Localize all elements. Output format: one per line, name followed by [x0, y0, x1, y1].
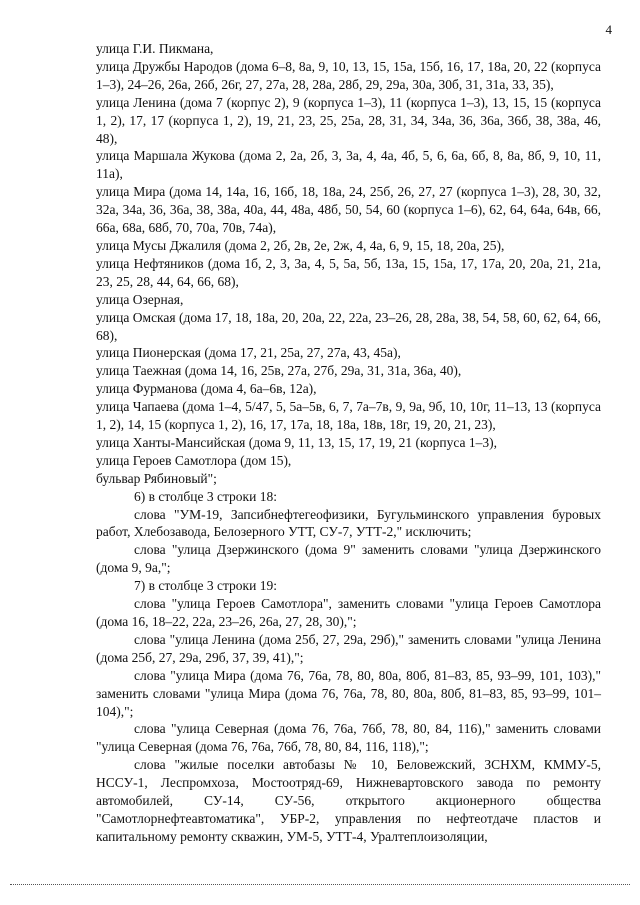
paragraph: улица Мусы Джалиля (дома 2, 2б, 2в, 2е, 2ж, 4, 4а, 6, 9, 15, 18, 20а, 25),	[96, 237, 505, 253]
paragraph: 7) в столбце 3 строки 19:	[134, 578, 277, 594]
paragraph: улица Чапаева (дома 1–4, 5/47, 5, 5а–5в, 6, 7, 7а–7в, 9, 9а, 9б, 10, 10г, 11–13, 13 (корпуса 1, 2), 14, 15 (корпуса 1, 2), 16, 17, 17а, 18, 18а, 18в, 18г, 19, 20, 21, 23),	[96, 399, 601, 433]
paragraph: слова "улица Северная (дома 76, 76а, 76б, 78, 80, 84, 116)," заменить словами "улица Северная (дома 76, 76а, 76б, 78, 80, 84, 116, 118),";	[96, 721, 601, 755]
paragraph: улица Героев Самотлора (дом 15),	[96, 452, 292, 468]
paragraph: слова "УМ-19, Запсибнефтегеофизики, Бугульминского управления буровых работ, Хлебозавода, Белозерного УТТ, СУ-7, УТТ-2," исключить;	[96, 506, 601, 540]
paragraph: 6) в столбце 3 строки 18:	[134, 488, 277, 504]
paragraph: улица Фурманова (дома 4, 6а–6в, 12а),	[96, 381, 317, 397]
paragraph: улица Ленина (дома 7 (корпус 2), 9 (корпуса 1–3), 11 (корпуса 1–3), 13, 15, 15 (корпуса 1, 2), 17, 17 (корпуса 1, 2), 19, 21, 23, 25, 25а, 28, 31, 34, 34а, 36, 36а, 36б, 38, 38а, 46, 48),	[96, 94, 601, 146]
paragraph: улица Омская (дома 17, 18, 18а, 20, 20а, 22, 22а, 23–26, 28, 28а, 38, 54, 58, 60, 62, 64, 66, 68),	[96, 309, 601, 343]
document-body	[96, 40, 601, 846]
paragraph: улица Озерная,	[96, 291, 184, 307]
paragraph: улица Мира (дома 14, 14а, 16, 16б, 18, 18а, 24, 25б, 26, 27, 27 (корпуса 1–3), 28, 30, 32, 32а, 34а, 36, 36а, 38, 38а, 40а, 44, 48а, 48б, 50, 54, 60 (корпуса 1–6), 62, 64, 64а, 64в, 66, 66а, 68а, 68б, 70, 70а, 70в, 74а),	[96, 184, 601, 236]
paragraph: улица Таежная (дома 14, 16, 25в, 27а, 27б, 29а, 31, 31а, 36а, 40),	[96, 363, 462, 379]
paragraph: слова "улица Мира (дома 76, 76а, 78, 80, 80а, 80б, 81–83, 85, 93–99, 101, 103)," заменить словами "улица Мира (дома 76, 76а, 78, 80, 80а, 80б, 81–83, 85, 93–99, 101–104),";	[96, 667, 601, 719]
page-bottom-rule	[10, 884, 630, 885]
page-number: 4	[605, 22, 612, 37]
paragraph: улица Г.И. Пикмана,	[96, 41, 214, 56]
paragraph: слова "улица Героев Самотлора", заменить словами "улица Героев Самотлора (дома 16, 18–22, 22а, 23–26, 26а, 27, 28, 30),";	[96, 596, 601, 629]
paragraph: улица Пионерская (дома 17, 21, 25а, 27, 27а, 43, 45а),	[96, 345, 401, 361]
paragraph: улица Дружбы Народов (дома 6–8, 8а, 9, 10, 13, 15, 15а, 15б, 16, 17, 18а, 20, 22 (корпуса 1–3), 24–26, 26а, 26б, 26г, 27, 27а, 28, 28а, 28б, 29, 29а, 30а, 30б, 31, 31а, 33, 35),	[96, 58, 601, 92]
paragraph: слова "улица Ленина (дома 25б, 27, 29а, 29б)," заменить словами "улица Ленина (дома 25б, 27, 29а, 29б, 37, 39, 41),";	[96, 631, 601, 665]
paragraph: бульвар Рябиновый";	[96, 470, 217, 486]
paragraph: улица Нефтяников (дома 1б, 2, 3, 3а, 4, 5, 5а, 5б, 13а, 15, 15а, 17, 17а, 20, 20а, 21, 21а, 23, 25, 28, 44, 64, 66, 68),	[96, 255, 601, 289]
paragraph: слова "улица Дзержинского (дома 9" заменить словами "улица Дзержинского (дома 9, 9а,";	[96, 542, 601, 576]
paragraph: улица Маршала Жукова (дома 2, 2а, 2б, 3, 3а, 4, 4а, 4б, 5, 6, 6а, 6б, 8, 8а, 8б, 9, 10, 11, 11а),	[96, 148, 601, 182]
paragraph: слова "жилые поселки автобазы № 10, Беловежский, ЗСНХМ, КММУ-5, НССУ-1, Леспромхоза, Мостоотряд-69, Нижневартовского завода по ремонту автомобилей, СУ-14, СУ-56, открытого акционерного общества "Самотлорнефтеавтоматика", УБР-2, управления по нефтеотдаче пластов и капитальному ремонту скважин, УМ-5, УТТ-4, Уралтеплоизоляции,	[96, 757, 601, 844]
paragraph: улица Ханты-Мансийская (дома 9, 11, 13, 15, 17, 19, 21 (корпуса 1–3),	[96, 434, 498, 450]
